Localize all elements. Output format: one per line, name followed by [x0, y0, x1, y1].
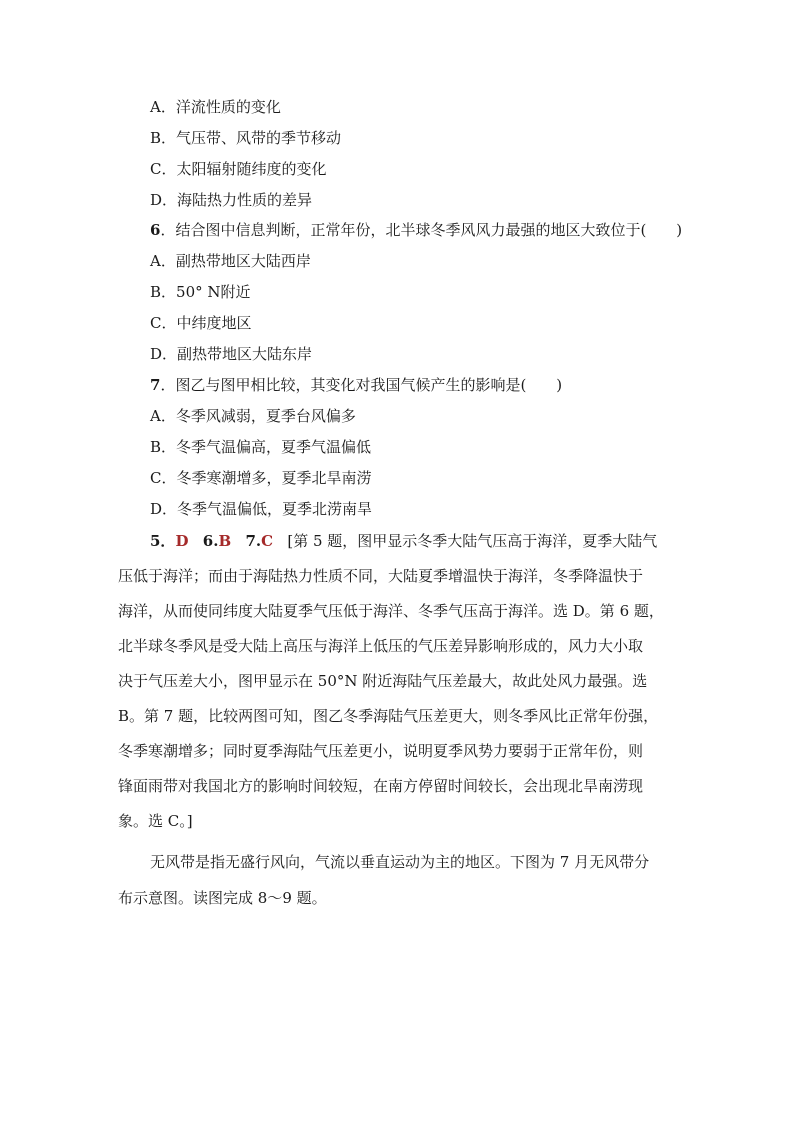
- option-a-q7: A．冬季风减弱，夏季台风偏多: [150, 407, 356, 425]
- answer-6-letter: B: [218, 532, 232, 550]
- option-b-q7: B．冬季气温偏高，夏季气温偏低: [150, 438, 372, 456]
- option-d-q6: D．副热带地区大陆东岸: [150, 345, 313, 363]
- answer-7-number: 7.: [245, 532, 262, 550]
- question-6-text: ．结合图中信息判断，正常年份，北半球冬季风风力最强的地区大致位于( ): [160, 221, 683, 239]
- option-c-q5: C．太阳辐射随纬度的变化: [150, 160, 327, 178]
- explanation-line-7: 冬季寒潮增多；同时夏季海陆气压差更小，说明夏季风势力要弱于正常年份，则: [118, 742, 644, 760]
- option-a-q5: A．洋流性质的变化: [150, 98, 281, 116]
- option-b-q6: B．50° N附近: [150, 283, 251, 301]
- answer-7-letter: C: [261, 532, 274, 550]
- option-c-q6: C．中纬度地区: [150, 314, 252, 332]
- answer-5-number: 5．: [150, 532, 176, 550]
- intro-paragraph-line-2: 布示意图。读图完成 8～9 题。: [118, 889, 327, 907]
- option-b-q5: B．气压带、风带的季节移动: [150, 129, 342, 147]
- answer-5-letter: D: [175, 532, 189, 550]
- explanation-line-6: B。第 7 题，比较两图可知，图乙冬季海陆气压差更大，则冬季风比正常年份强，: [118, 707, 659, 725]
- answer-6-number: 6.: [202, 532, 219, 550]
- option-d-q7: D．冬季气温偏低，夏季北涝南旱: [150, 500, 373, 518]
- question-7: [150, 375, 562, 395]
- question-6: [150, 220, 682, 240]
- option-a-q6: A．副热带地区大陆西岸: [150, 252, 311, 270]
- explanation-line-3: 海洋，从而使同纬度大陆夏季气压低于海洋、冬季气压高于海洋。选 D。第 6 题，: [118, 602, 664, 620]
- option-c-q7: C．冬季寒潮增多，夏季北旱南涝: [150, 469, 372, 487]
- explanation-line-1: [第 5 题，图甲显示冬季大陆气压高于海洋，夏季大陆气: [287, 532, 658, 550]
- explanation-line-9: 象。选 C。]: [118, 812, 193, 830]
- explanation-line-2: 压低于海洋；而由于海陆热力性质不同，大陆夏季增温快于海洋，冬季降温快于: [118, 567, 644, 585]
- question-6-number: 6: [150, 221, 161, 239]
- answer-line-1: [150, 531, 657, 551]
- option-d-q5: D．海陆热力性质的差异: [150, 191, 313, 209]
- explanation-line-5: 决于气压差大小，图甲显示在 50°N 附近海陆气压差最大，故此处风力最强。选: [118, 672, 648, 690]
- question-7-text: ．图乙与图甲相比较，其变化对我国气候产生的影响是( ): [160, 376, 563, 394]
- intro-paragraph-line-1: 无风带是指无盛行风向，气流以垂直运动为主的地区。下图为 7 月无风带分: [150, 853, 650, 871]
- explanation-line-8: 锋面雨带对我国北方的影响时间较短，在南方停留时间较长，会出现北旱南涝现: [118, 777, 644, 795]
- question-7-number: 7: [150, 376, 161, 394]
- explanation-line-4: 北半球冬季风是受大陆上高压与海洋上低压的气压差异影响形成的，风力大小取: [118, 637, 644, 655]
